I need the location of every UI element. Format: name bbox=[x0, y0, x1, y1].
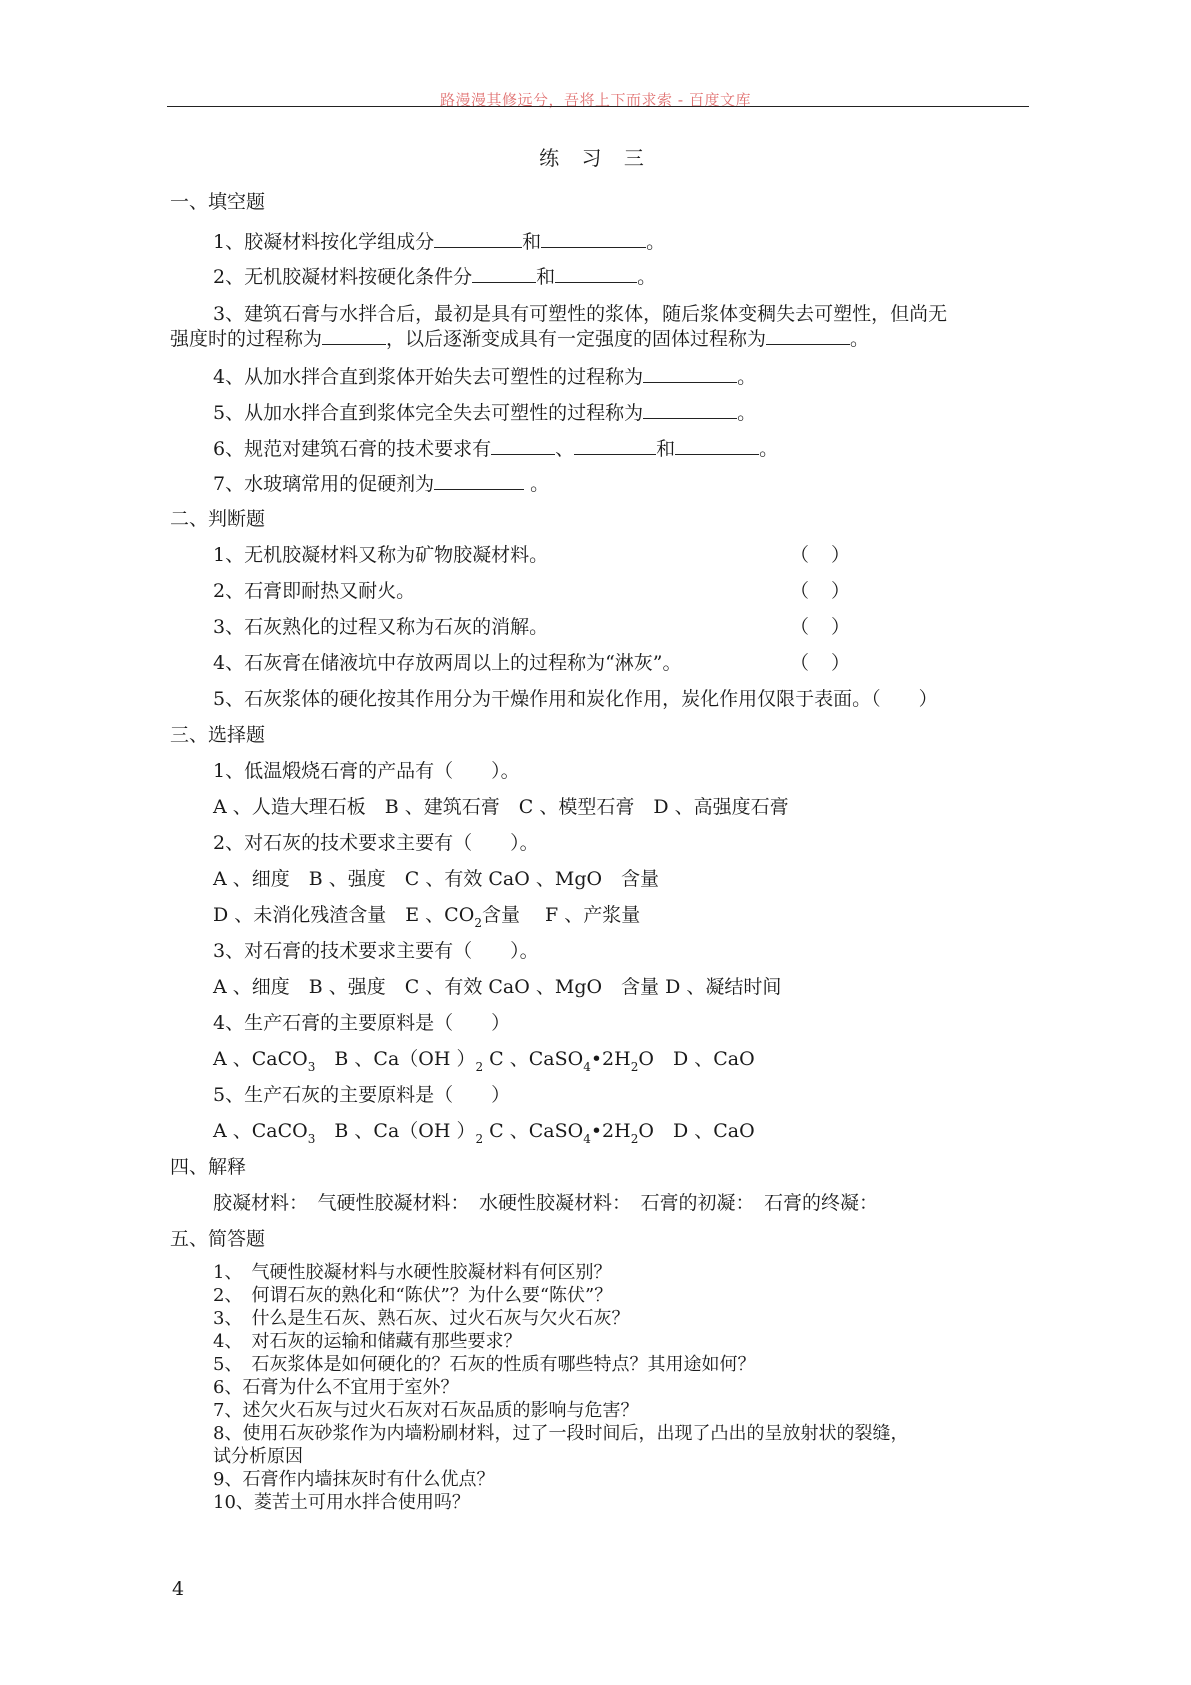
answer-blank[interactable] bbox=[766, 326, 850, 345]
judge-answer-q2[interactable]: （ ） bbox=[790, 580, 850, 602]
short-q9: 9、石膏作内墙抹灰时有什么优点？ bbox=[213, 1469, 495, 1490]
page-number: 4 bbox=[172, 1578, 185, 1600]
fill-q4: 4、从加水拌合直到浆体开始失去可塑性的过程称为 。 bbox=[213, 366, 757, 388]
answer-blank[interactable] bbox=[491, 436, 555, 455]
short-q4: 4、 对石灰的运输和储藏有那些要求？ bbox=[213, 1331, 522, 1352]
fill-q3-line2: 强度时的过程称为 ，以后逐渐变成具有一定强度的固体过程称为 。 bbox=[170, 328, 870, 350]
fill-q2: 2、无机胶凝材料按硬化条件分 和 。 bbox=[213, 266, 657, 288]
short-q2: 2、 何谓石灰的熟化和“陈伏”？为什么要“陈伏”？ bbox=[213, 1285, 613, 1306]
answer-blank[interactable] bbox=[434, 229, 522, 248]
watermark: 路漫漫其修远兮，吾将上下而求索 - 百度文库 bbox=[440, 91, 751, 109]
choice-q5-options: A 、CaCO$_3$ B 、Ca（OH ）$_2$ C 、$CaSO_4•2H_2O$ D 、CaO bbox=[213, 1120, 755, 1146]
short-q8-cont: 试分析原因 bbox=[213, 1446, 303, 1467]
choice-q2: 2、对石灰的技术要求主要有（ ）。 bbox=[213, 832, 539, 854]
section-heading-short: 五、简答题 bbox=[170, 1228, 266, 1250]
section-heading-fill: 一、填空题 bbox=[170, 191, 266, 213]
answer-blank[interactable] bbox=[675, 436, 759, 455]
fill-q3-line1: 3、建筑石膏与水拌合后，最初是具有可塑性的浆体，随后浆体变稠失去可塑性，但尚无 bbox=[213, 303, 948, 325]
judge-q2: 2、石膏即耐热又耐火。 bbox=[213, 580, 416, 602]
section-heading-explain: 四、解释 bbox=[170, 1156, 247, 1178]
judge-answer-q3[interactable]: （ ） bbox=[790, 616, 850, 638]
choice-q3-options: A 、细度 B 、强度 C 、有效 CaO 、MgO 含量 D 、凝结时间 bbox=[213, 976, 782, 998]
header-rule bbox=[167, 106, 1029, 107]
judge-answer-q1[interactable]: （ ） bbox=[790, 544, 850, 566]
choice-q4: 4、生产石膏的主要原料是（ ） bbox=[213, 1012, 511, 1034]
answer-blank[interactable] bbox=[643, 364, 737, 383]
choice-q1-options: A 、人造大理石板 B 、建筑石膏 C 、模型石膏 D 、高强度石膏 bbox=[213, 796, 789, 818]
fill-q1: 1、胶凝材料按化学组成分 和 。 bbox=[213, 231, 666, 253]
answer-blank[interactable] bbox=[434, 471, 524, 490]
choice-q2-options-b: D 、未消化残渣含量 E 、$CO_2$含量 F 、产浆量 bbox=[213, 904, 641, 930]
short-q10: 10、菱苦土可用水拌合使用吗？ bbox=[213, 1492, 470, 1513]
fill-q6: 6、规范对建筑石膏的技术要求有 、 和 。 bbox=[213, 438, 779, 460]
judge-q4: 4、石灰膏在储液坑中存放两周以上的过程称为“淋灰”。 bbox=[213, 652, 682, 674]
short-q1: 1、 气硬性胶凝材料与水硬性胶凝材料有何区别？ bbox=[213, 1262, 612, 1283]
section-heading-judge: 二、判断题 bbox=[170, 508, 266, 530]
judge-q3: 3、石灰熟化的过程又称为石灰的消解。 bbox=[213, 616, 549, 638]
page-title: 练 习 三 bbox=[539, 146, 652, 170]
fill-q5: 5、从加水拌合直到浆体完全失去可塑性的过程称为 。 bbox=[213, 402, 757, 424]
short-q3: 3、 什么是生石灰、熟石灰、过火石灰与欠火石灰？ bbox=[213, 1308, 630, 1329]
judge-answer-q4[interactable]: （ ） bbox=[790, 652, 850, 674]
answer-blank[interactable] bbox=[472, 264, 536, 283]
explain-terms: 胶凝材料： 气硬性胶凝材料： 水硬性胶凝材料： 石膏的初凝： 石膏的终凝： bbox=[213, 1192, 879, 1214]
answer-blank[interactable] bbox=[555, 264, 637, 283]
choice-q4-options: A 、CaCO$_3$ B 、Ca（OH ）$_2$ C 、$CaSO_4•2H_2O$ D 、CaO bbox=[213, 1048, 755, 1074]
section-heading-choice: 三、选择题 bbox=[170, 724, 266, 746]
short-q6: 6、石膏为什么不宜用于室外？ bbox=[213, 1377, 459, 1398]
choice-q2-options-a: A 、细度 B 、强度 C 、有效 CaO 、MgO 含量 bbox=[213, 868, 660, 890]
answer-blank[interactable] bbox=[574, 436, 656, 455]
judge-q1: 1、无机胶凝材料又称为矿物胶凝材料。 bbox=[213, 544, 549, 566]
choice-q3: 3、对石膏的技术要求主要有（ ）。 bbox=[213, 940, 539, 962]
short-q5: 5、 石灰浆体是如何硬化的？石灰的性质有哪些特点？其用途如何？ bbox=[213, 1354, 756, 1375]
short-q7: 7、述欠火石灰与过火石灰对石灰品质的影响与危害？ bbox=[213, 1400, 639, 1421]
judge-q5: 5、石灰浆体的硬化按其作用分为干燥作用和炭化作用，炭化作用仅限于表面。（ ） bbox=[213, 688, 938, 710]
short-q8: 8、使用石灰砂浆作为内墙粉刷材料，过了一段时间后，出现了凸出的呈放射状的裂缝， bbox=[213, 1423, 909, 1444]
fill-q7: 7、水玻璃常用的促硬剂为 。 bbox=[213, 473, 550, 495]
answer-blank[interactable] bbox=[643, 400, 737, 419]
choice-q1: 1、低温煅烧石膏的产品有（ ）。 bbox=[213, 760, 520, 782]
answer-blank[interactable] bbox=[541, 229, 646, 248]
answer-blank[interactable] bbox=[322, 326, 386, 345]
choice-q5: 5、生产石灰的主要原料是（ ） bbox=[213, 1084, 511, 1106]
